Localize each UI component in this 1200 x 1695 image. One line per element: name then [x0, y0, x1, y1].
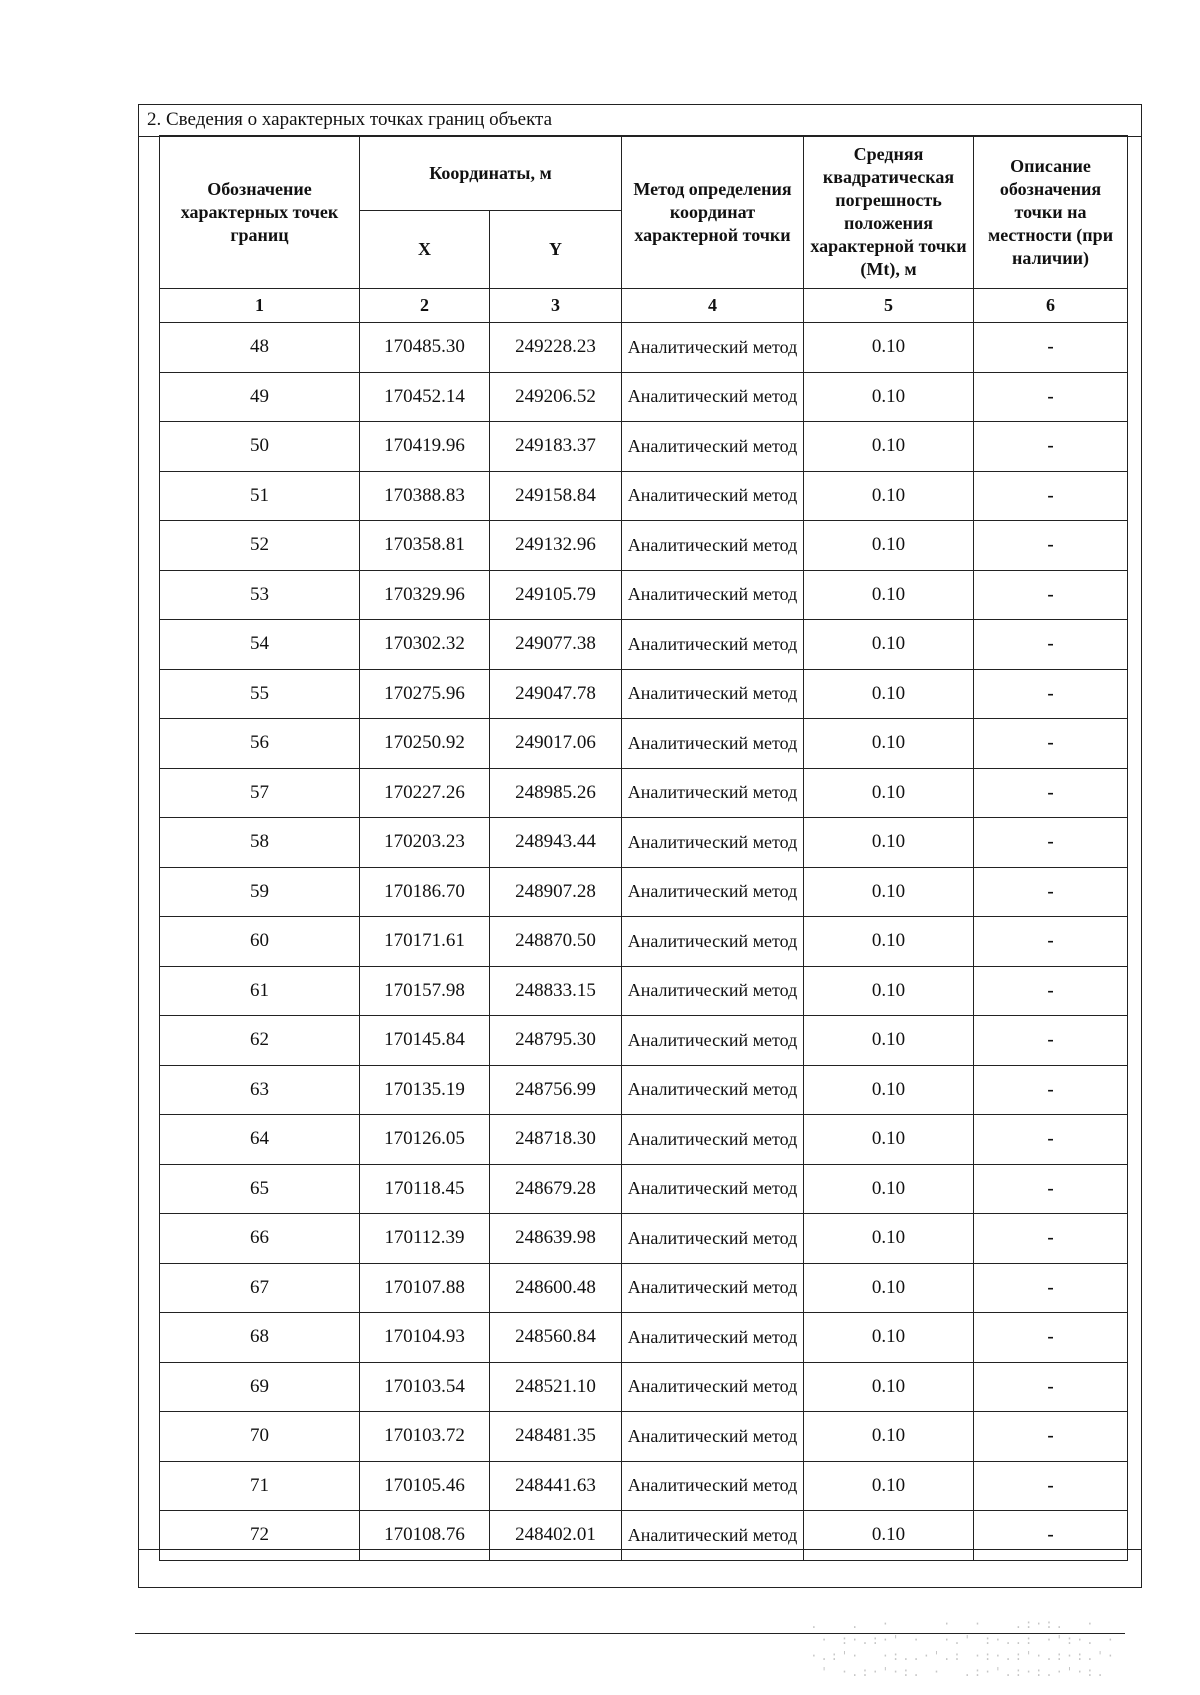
cell-point-id: 54 [160, 620, 360, 670]
cell-x: 170126.05 [360, 1115, 490, 1165]
cell-y: 249077.38 [490, 620, 622, 670]
cell-point-id: 63 [160, 1065, 360, 1115]
cell-description: - [974, 818, 1128, 868]
cell-mt: 0.10 [804, 1164, 974, 1214]
cell-description: - [974, 1016, 1128, 1066]
header-x: X [360, 211, 490, 289]
header-method: Метод определения координат характерной точки [622, 136, 804, 289]
cell-point-id: 66 [160, 1214, 360, 1264]
cell-mt: 0.10 [804, 1511, 974, 1561]
cell-mt: 0.10 [804, 471, 974, 521]
cell-method: Аналитический метод [622, 422, 804, 472]
table-row [160, 966, 1128, 1016]
table-body [160, 323, 1128, 1561]
cell-y: 249132.96 [490, 521, 622, 571]
cell-x: 170485.30 [360, 323, 490, 373]
cell-point-id: 59 [160, 867, 360, 917]
cell-description: - [974, 768, 1128, 818]
table-row [160, 1164, 1128, 1214]
table-row [160, 1115, 1128, 1165]
cell-description: - [974, 1412, 1128, 1462]
cell-method: Аналитический метод [622, 323, 804, 373]
boundary-points-table [159, 135, 1128, 1561]
cell-method: Аналитический метод [622, 818, 804, 868]
cell-description: - [974, 323, 1128, 373]
cell-point-id: 51 [160, 471, 360, 521]
table-row [160, 818, 1128, 868]
cell-x: 170157.98 [360, 966, 490, 1016]
cell-point-id: 52 [160, 521, 360, 571]
cell-x: 170419.96 [360, 422, 490, 472]
cell-point-id: 49 [160, 372, 360, 422]
table-row [160, 620, 1128, 670]
table-blank-row [139, 1549, 1141, 1587]
cell-y: 249183.37 [490, 422, 622, 472]
cell-x: 170112.39 [360, 1214, 490, 1264]
cell-point-id: 65 [160, 1164, 360, 1214]
cell-method: Аналитический метод [622, 867, 804, 917]
cell-x: 170118.45 [360, 1164, 490, 1214]
table-row [160, 1263, 1128, 1313]
cell-method: Аналитический метод [622, 917, 804, 967]
cell-point-id: 50 [160, 422, 360, 472]
cell-x: 170302.32 [360, 620, 490, 670]
cell-point-id: 68 [160, 1313, 360, 1363]
table-row [160, 1313, 1128, 1363]
cell-method: Аналитический метод [622, 719, 804, 769]
section-title: 2. Сведения о характерных точках границ объекта [139, 105, 1141, 137]
cell-y: 249047.78 [490, 669, 622, 719]
cell-method: Аналитический метод [622, 471, 804, 521]
cell-mt: 0.10 [804, 1313, 974, 1363]
cell-y: 248870.50 [490, 917, 622, 967]
cell-x: 170275.96 [360, 669, 490, 719]
cell-point-id: 55 [160, 669, 360, 719]
cell-method: Аналитический метод [622, 768, 804, 818]
cell-mt: 0.10 [804, 620, 974, 670]
table-row [160, 1362, 1128, 1412]
cell-method: Аналитический метод [622, 1461, 804, 1511]
cell-x: 170107.88 [360, 1263, 490, 1313]
cell-y: 249105.79 [490, 570, 622, 620]
cell-mt: 0.10 [804, 768, 974, 818]
cell-mt: 0.10 [804, 1016, 974, 1066]
cell-method: Аналитический метод [622, 521, 804, 571]
cell-mt: 0.10 [804, 669, 974, 719]
cell-y: 248985.26 [490, 768, 622, 818]
cell-method: Аналитический метод [622, 1016, 804, 1066]
table-row [160, 422, 1128, 472]
cell-description: - [974, 1115, 1128, 1165]
cell-mt: 0.10 [804, 422, 974, 472]
cell-y: 249228.23 [490, 323, 622, 373]
cell-method: Аналитический метод [622, 669, 804, 719]
cell-mt: 0.10 [804, 867, 974, 917]
table-row [160, 768, 1128, 818]
cell-description: - [974, 917, 1128, 967]
cell-method: Аналитический метод [622, 1214, 804, 1264]
column-number: 2 [360, 289, 490, 323]
cell-point-id: 53 [160, 570, 360, 620]
cell-mt: 0.10 [804, 1461, 974, 1511]
table-row [160, 669, 1128, 719]
cell-y: 248521.10 [490, 1362, 622, 1412]
cell-description: - [974, 570, 1128, 620]
cell-x: 170103.72 [360, 1412, 490, 1462]
header-designation: Обозначение характерных точек границ [160, 136, 360, 289]
cell-x: 170108.76 [360, 1511, 490, 1561]
cell-description: - [974, 1511, 1128, 1561]
cell-description: - [974, 1263, 1128, 1313]
cell-y: 248639.98 [490, 1214, 622, 1264]
header-coordinates: Координаты, м [360, 136, 622, 211]
document-sheet [138, 104, 1142, 1588]
cell-x: 170104.93 [360, 1313, 490, 1363]
cell-description: - [974, 1313, 1128, 1363]
table-row [160, 1412, 1128, 1462]
cell-mt: 0.10 [804, 719, 974, 769]
table-row [160, 719, 1128, 769]
cell-y: 249158.84 [490, 471, 622, 521]
cell-description: - [974, 1362, 1128, 1412]
cell-x: 170388.83 [360, 471, 490, 521]
column-number: 3 [490, 289, 622, 323]
cell-point-id: 64 [160, 1115, 360, 1165]
cell-y: 248756.99 [490, 1065, 622, 1115]
cell-point-id: 62 [160, 1016, 360, 1066]
cell-method: Аналитический метод [622, 1164, 804, 1214]
table-row [160, 867, 1128, 917]
cell-y: 248907.28 [490, 867, 622, 917]
cell-y: 248441.63 [490, 1461, 622, 1511]
cell-method: Аналитический метод [622, 1362, 804, 1412]
cell-point-id: 69 [160, 1362, 360, 1412]
table-row [160, 323, 1128, 373]
cell-mt: 0.10 [804, 1263, 974, 1313]
column-number: 5 [804, 289, 974, 323]
cell-mt: 0.10 [804, 521, 974, 571]
table-row [160, 1214, 1128, 1264]
cell-point-id: 72 [160, 1511, 360, 1561]
cell-x: 170105.46 [360, 1461, 490, 1511]
cell-x: 170145.84 [360, 1016, 490, 1066]
cell-description: - [974, 867, 1128, 917]
cell-method: Аналитический метод [622, 1115, 804, 1165]
cell-x: 170329.96 [360, 570, 490, 620]
table-row [160, 471, 1128, 521]
cell-x: 170186.70 [360, 867, 490, 917]
cell-description: - [974, 1065, 1128, 1115]
cell-mt: 0.10 [804, 1362, 974, 1412]
cell-y: 248560.84 [490, 1313, 622, 1363]
cell-x: 170250.92 [360, 719, 490, 769]
cell-method: Аналитический метод [622, 1412, 804, 1462]
cell-description: - [974, 471, 1128, 521]
table-row [160, 1016, 1128, 1066]
cell-x: 170452.14 [360, 372, 490, 422]
cell-x: 170135.19 [360, 1065, 490, 1115]
cell-method: Аналитический метод [622, 966, 804, 1016]
table-row [160, 521, 1128, 571]
table-row [160, 1065, 1128, 1115]
cell-y: 248833.15 [490, 966, 622, 1016]
scan-artifacts: . . · · · .:·:. · · :·.:·' · ·.' :·..: ·':·. · ·.:'· ·:..·'.: ·:·.:'·.:·:.'· ' ·.:·'·:. · .:·'.:·:.·'·:. [810, 1617, 1117, 1679]
cell-point-id: 67 [160, 1263, 360, 1313]
cell-description: - [974, 1164, 1128, 1214]
table-row [160, 570, 1128, 620]
cell-mt: 0.10 [804, 323, 974, 373]
table-row [160, 1461, 1128, 1511]
header-description: Описание обозначения точки на местности (при наличии) [974, 136, 1128, 289]
cell-x: 170203.23 [360, 818, 490, 868]
cell-mt: 0.10 [804, 372, 974, 422]
cell-mt: 0.10 [804, 1065, 974, 1115]
cell-y: 248718.30 [490, 1115, 622, 1165]
cell-y: 248679.28 [490, 1164, 622, 1214]
cell-y: 248600.48 [490, 1263, 622, 1313]
cell-method: Аналитический метод [622, 570, 804, 620]
cell-y: 249206.52 [490, 372, 622, 422]
cell-x: 170103.54 [360, 1362, 490, 1412]
cell-y: 249017.06 [490, 719, 622, 769]
cell-point-id: 56 [160, 719, 360, 769]
cell-description: - [974, 966, 1128, 1016]
cell-point-id: 58 [160, 818, 360, 868]
cell-point-id: 57 [160, 768, 360, 818]
cell-y: 248481.35 [490, 1412, 622, 1462]
cell-method: Аналитический метод [622, 1511, 804, 1561]
cell-description: - [974, 521, 1128, 571]
cell-method: Аналитический метод [622, 1313, 804, 1363]
cell-mt: 0.10 [804, 1412, 974, 1462]
cell-method: Аналитический метод [622, 1065, 804, 1115]
cell-mt: 0.10 [804, 570, 974, 620]
cell-description: - [974, 372, 1128, 422]
cell-description: - [974, 719, 1128, 769]
cell-x: 170358.81 [360, 521, 490, 571]
cell-y: 248943.44 [490, 818, 622, 868]
cell-description: - [974, 669, 1128, 719]
cell-point-id: 48 [160, 323, 360, 373]
cell-mt: 0.10 [804, 1214, 974, 1264]
table-row [160, 917, 1128, 967]
cell-description: - [974, 1461, 1128, 1511]
cell-y: 248402.01 [490, 1511, 622, 1561]
column-number: 1 [160, 289, 360, 323]
column-number: 4 [622, 289, 804, 323]
cell-x: 170171.61 [360, 917, 490, 967]
cell-mt: 0.10 [804, 818, 974, 868]
cell-mt: 0.10 [804, 917, 974, 967]
cell-description: - [974, 620, 1128, 670]
cell-y: 248795.30 [490, 1016, 622, 1066]
header-error: Средняя квадратическая погрешность положения характерной точки (Mt), м [804, 136, 974, 289]
cell-method: Аналитический метод [622, 620, 804, 670]
cell-point-id: 61 [160, 966, 360, 1016]
cell-mt: 0.10 [804, 966, 974, 1016]
header-y: Y [490, 211, 622, 289]
cell-description: - [974, 422, 1128, 472]
cell-method: Аналитический метод [622, 1263, 804, 1313]
cell-mt: 0.10 [804, 1115, 974, 1165]
cell-description: - [974, 1214, 1128, 1264]
column-number: 6 [974, 289, 1128, 323]
cell-point-id: 70 [160, 1412, 360, 1462]
cell-x: 170227.26 [360, 768, 490, 818]
cell-point-id: 60 [160, 917, 360, 967]
table-row [160, 372, 1128, 422]
cell-point-id: 71 [160, 1461, 360, 1511]
cell-method: Аналитический метод [622, 372, 804, 422]
